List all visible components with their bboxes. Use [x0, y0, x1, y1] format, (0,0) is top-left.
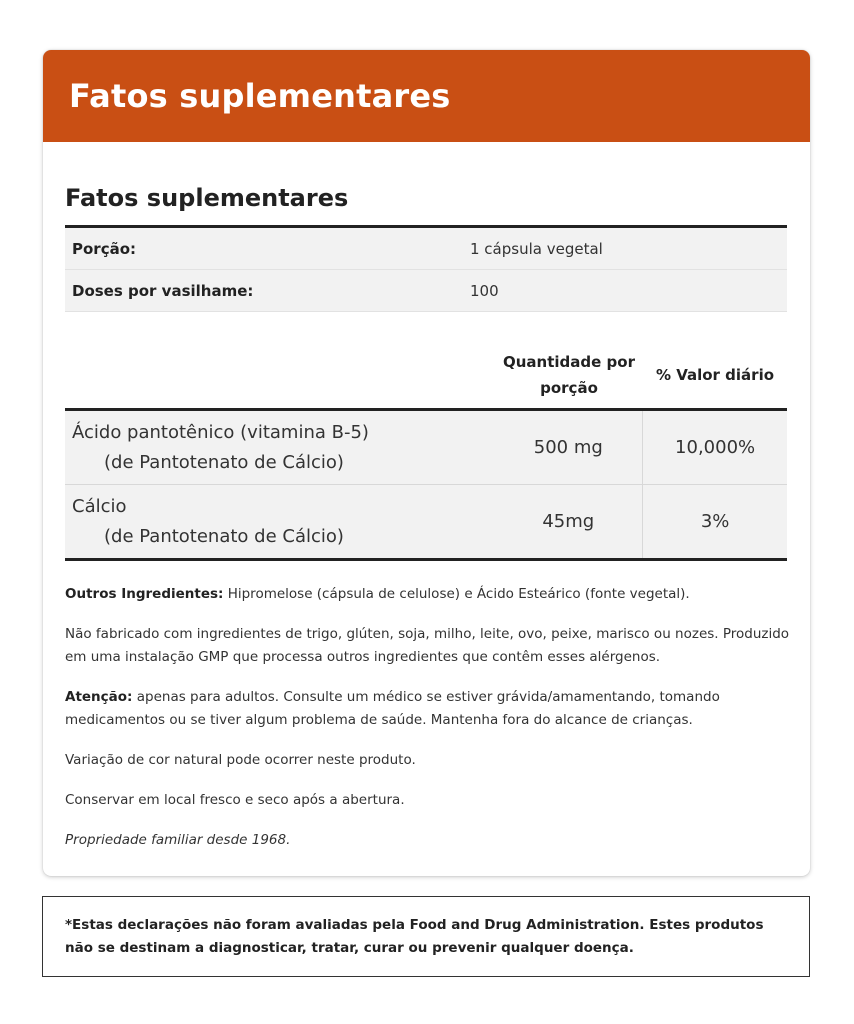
other-ingredients-label: Outros Ingredientes: [65, 586, 224, 602]
amount-header-line2: porção [540, 379, 598, 397]
nutrient-dv: 10,000% [642, 411, 787, 484]
nutrient-name-cell [65, 485, 494, 558]
section-title: Fatos suplementares [65, 184, 349, 212]
notes-section [65, 583, 795, 852]
nutrient-amount: 500 mg [533, 437, 603, 458]
serving-value: 1 cápsula vegetal [470, 239, 603, 258]
family-owned-note: Propriedade familiar desde 1968. [65, 832, 291, 848]
nutrient-name: Ácido pantotênico (vitamina B-5) [72, 421, 369, 443]
header-title: Fatos suplementares [69, 77, 451, 115]
nutrient-name-cell [65, 411, 494, 484]
allergen-statement: Não fabricado com ingredientes de trigo, glúten, soja, milho, leite, ovo, peixe, marisco ou nozes. Produzido em uma instalação GMP que processa outros ingredientes que contêm esses alérgenos. [65, 626, 790, 665]
serving-label: Porção: [72, 239, 137, 258]
doses-label: Doses por vasilhame: [72, 281, 254, 300]
supplement-facts-card [43, 50, 810, 876]
warning [65, 686, 795, 732]
nutrient-dv: 3% [642, 485, 787, 558]
daily-value-header: % Valor diário [655, 366, 775, 384]
nutrient-amount: 45mg [542, 511, 595, 532]
amount-header-line1: Quantidade por [503, 353, 635, 371]
card-header [43, 50, 810, 142]
color-variation-note: Variação de cor natural pode ocorrer neste produto. [65, 752, 416, 768]
nutrient-source: (de Pantotenato de Cálcio) [104, 451, 344, 473]
amount-per-serving-header [495, 349, 643, 401]
nutrient-name: Cálcio [72, 495, 127, 517]
table-row [65, 485, 787, 561]
warning-label: Atenção: [65, 689, 133, 705]
nutrient-source: (de Pantotenato de Cálcio) [104, 525, 344, 547]
other-ingredients-text: Hipromelose (cápsula de celulose) e Ácido Esteárico (fonte vegetal). [223, 586, 690, 602]
card-body [43, 182, 810, 852]
nutrient-table-header [65, 342, 787, 411]
table-row [65, 411, 787, 485]
serving-row-doses [65, 270, 787, 312]
storage-note: Conservar em local fresco e seco após a abertura. [65, 792, 405, 808]
doses-value: 100 [470, 281, 499, 300]
fda-disclaimer: *Estas declarações não foram avaliadas pela Food and Drug Administration. Estes produtos não se destinam a diagnosticar, tratar, curar ou prevenir qualquer doença. [42, 896, 810, 977]
serving-table [65, 225, 787, 312]
other-ingredients [65, 583, 795, 606]
warning-text: apenas para adultos. Consulte um médico se estiver grávida/amamentando, tomando medicamentos ou se tiver algum problema de saúde. Mantenha fora do alcance de crianças. [65, 689, 720, 728]
serving-row-portion [65, 228, 787, 270]
